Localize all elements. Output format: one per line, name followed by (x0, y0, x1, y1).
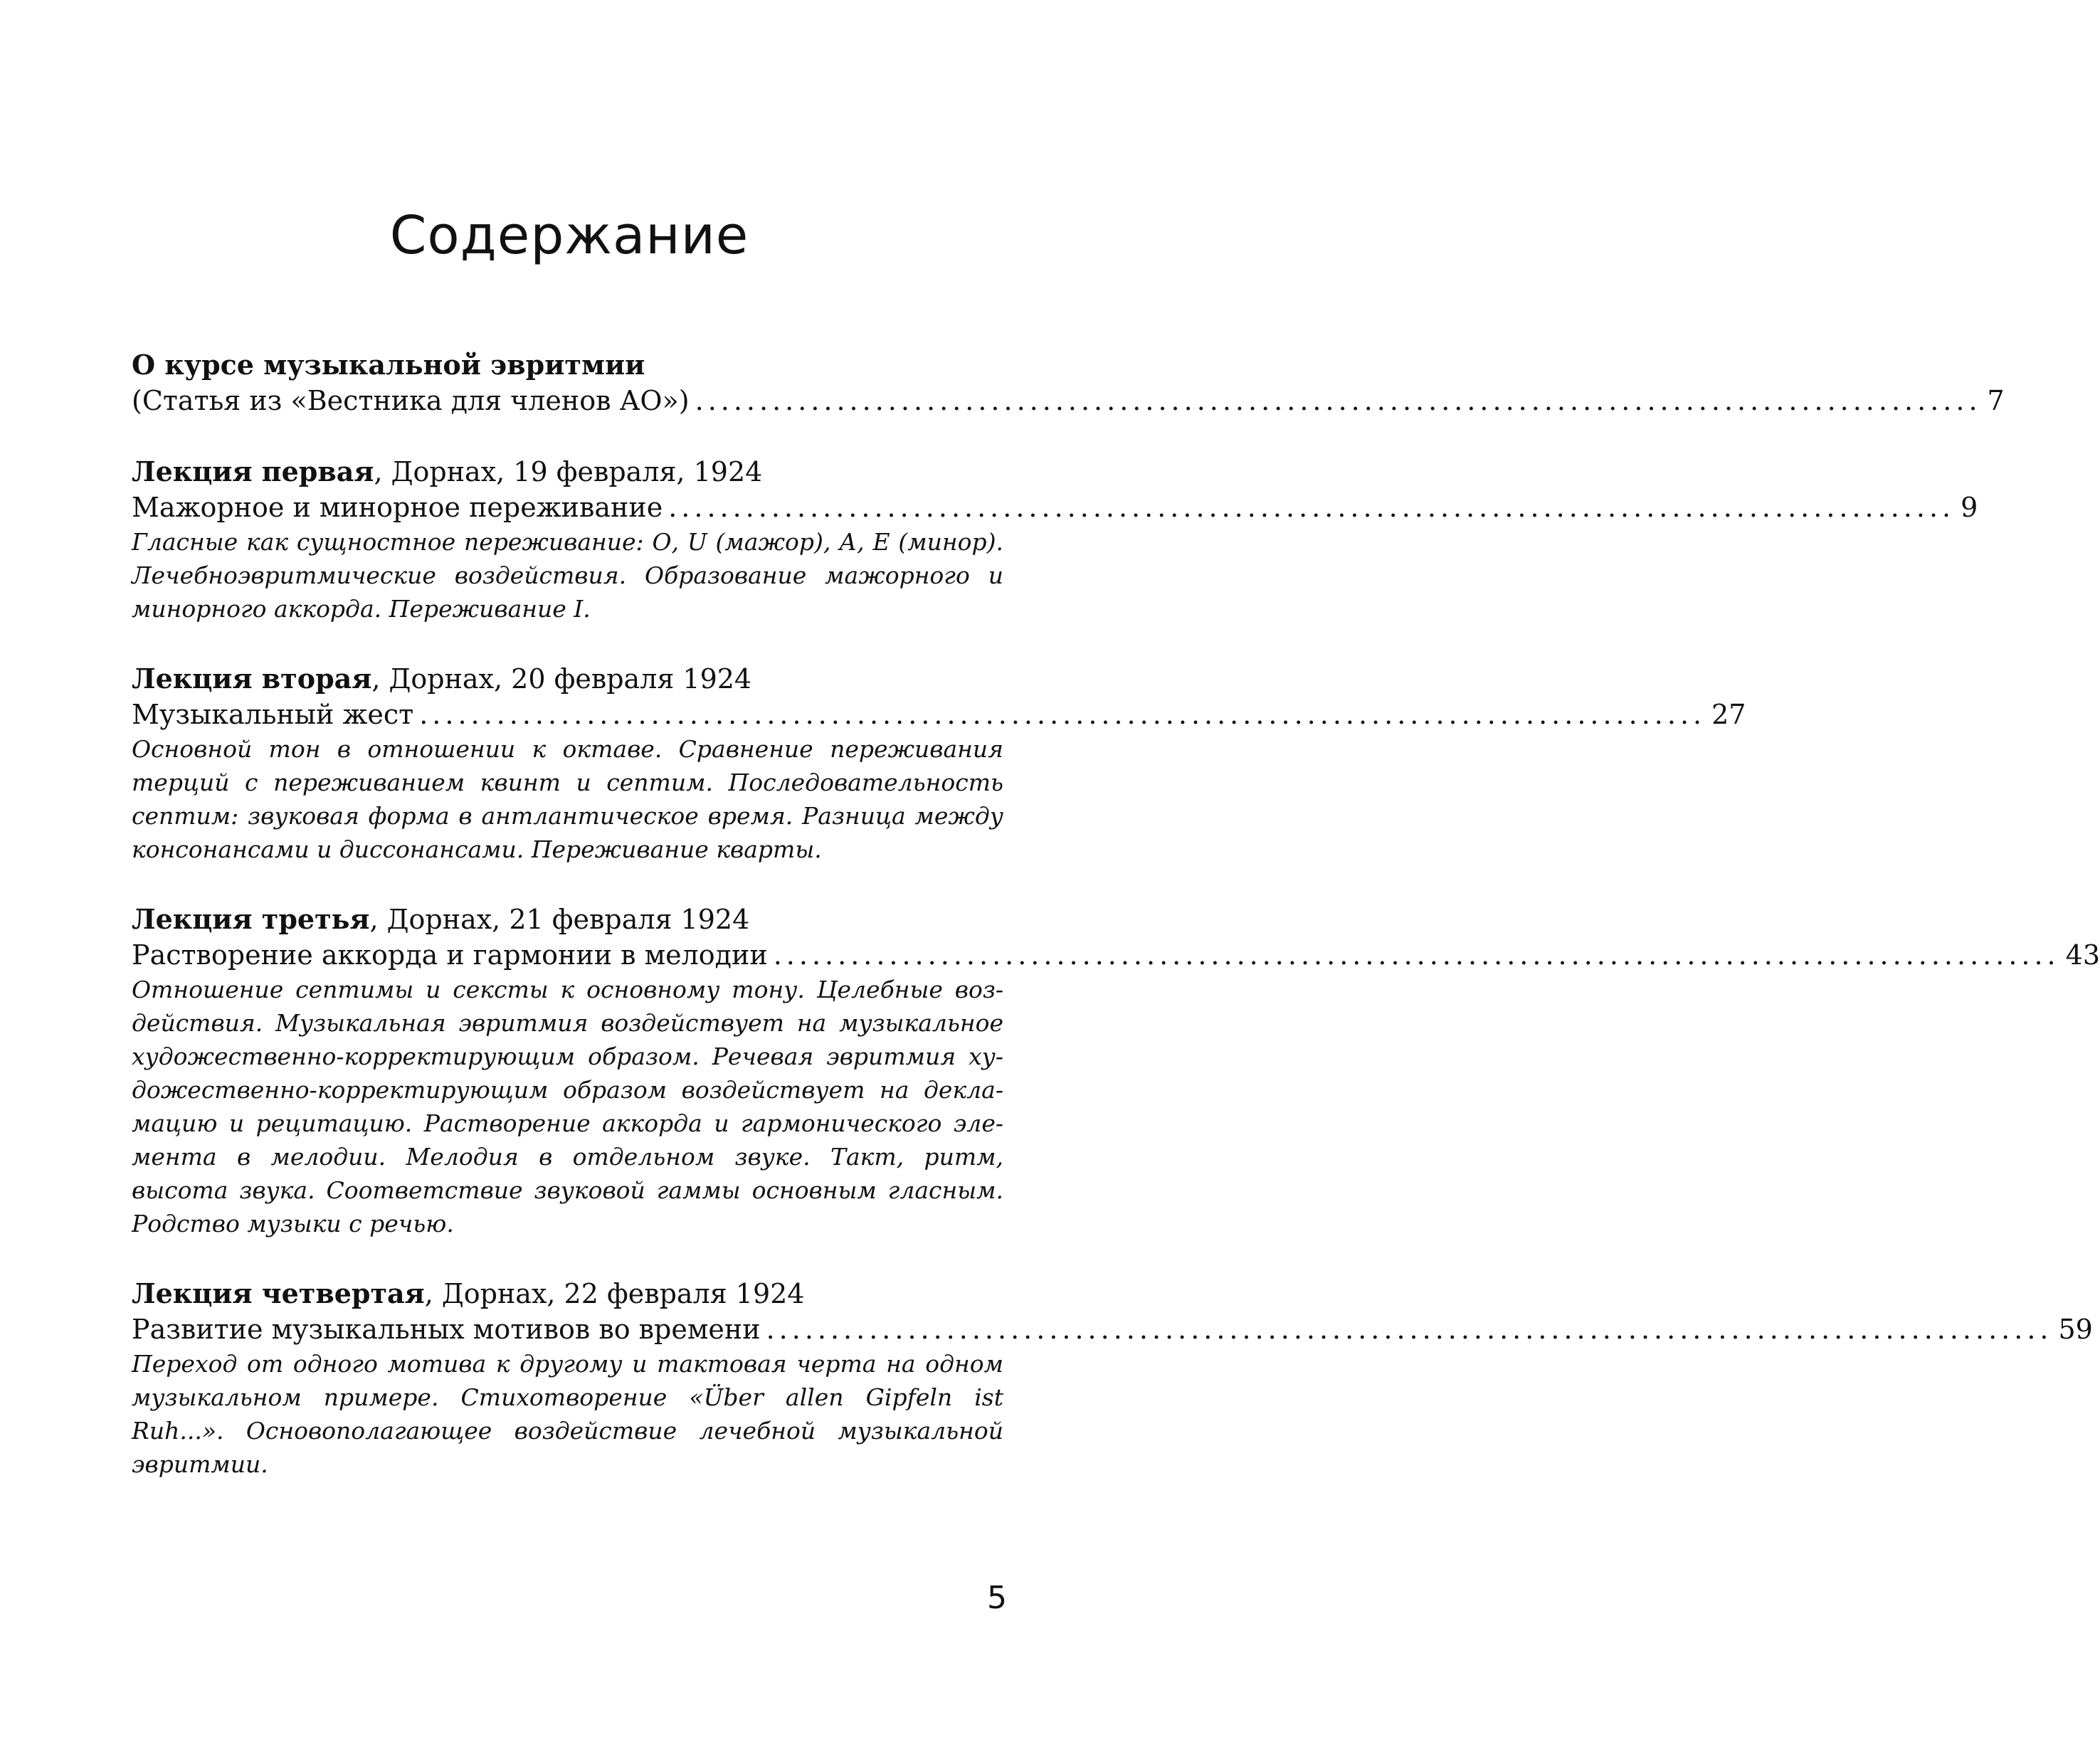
dot-leader: .................................................................................................... (773, 939, 2060, 971)
entry-subtitle-line (132, 1312, 2093, 1347)
entry-page-number: 59 (2058, 1314, 2093, 1345)
entry-subtitle-line (132, 383, 2005, 418)
toc-entry-lecture-2 (132, 661, 1746, 866)
entry-heading-rest: , Дорнах, 19 февраля, 1924 (374, 456, 763, 487)
entry-description: Основной тон в отношении к октаве. Сравнение переживания терций с переживанием квинт и септим. Последовательность септим: звуковая форма в антлантическое время. Разница между консонансами и диссонансами. Переживание кварты. (132, 735, 1003, 863)
entry-heading-rest: , Дорнах, 21 февраля 1924 (369, 904, 750, 935)
entry-heading (132, 454, 1003, 490)
entry-subtitle: Мажорное и минорное переживание (132, 492, 663, 523)
entry-heading (132, 1276, 1003, 1312)
entry-heading-bold: Лекция первая (132, 455, 374, 487)
toc-entry-lecture-1 (132, 454, 1978, 626)
entry-heading-rest: , Дорнах, 20 февраля 1924 (371, 663, 752, 695)
table-of-contents (132, 347, 2100, 1516)
toc-entry-lecture-3 (132, 902, 2100, 1240)
toc-entry-intro (132, 347, 2005, 418)
entry-page-number: 9 (1961, 492, 1978, 523)
entry-subtitle: (Статья из «Вестника для членов АО») (132, 385, 690, 416)
page-number: 5 (987, 1580, 1007, 1616)
toc-entry-lecture-4 (132, 1276, 2093, 1481)
entry-heading (132, 347, 1003, 383)
dot-leader: .................................................................................................... (668, 492, 1956, 523)
entry-heading-bold: Лекция четвертая (132, 1277, 425, 1309)
page-title: Содержание (389, 205, 749, 266)
entry-heading (132, 902, 1003, 937)
entry-subtitle-line (132, 697, 1746, 732)
entry-heading (132, 661, 1003, 697)
entry-page-number: 27 (1711, 699, 1746, 730)
entry-subtitle-line (132, 937, 2100, 973)
entry-description: Переход от одного мотива к другому и тактовая черта на одном музыкальном примере. Стихотворение «Über allen Gipfeln ist Ruh...». Основополагающее воздействие лечебной музыкальной эвритмии. (132, 1350, 1003, 1478)
entry-description: Гласные как сущностное переживание: О, U (мажор), А, Е (минор). Лечебноэвритмические воздействия. Образование мажорного и минорного аккорда. Переживание I. (132, 528, 1003, 623)
entry-subtitle-line (132, 490, 1978, 525)
entry-subtitle: Растворение аккорда и гармонии в мелодии (132, 939, 768, 971)
dot-leader: .................................................................................................... (695, 385, 1982, 416)
dot-leader: .................................................................................................... (419, 699, 1706, 730)
entry-page-number: 43 (2065, 939, 2100, 971)
entry-heading-rest: , Дорнах, 22 февраля 1924 (424, 1278, 805, 1309)
entry-subtitle: Музыкальный жест (132, 699, 414, 730)
dot-leader: .................................................................................................... (766, 1314, 2053, 1345)
entry-heading-bold: Лекция вторая (132, 663, 372, 695)
entry-description: Отношение септимы и сексты к основному тону. Целебные воздействия. Музыкальная эвритмия воздействует на музыкальное художественно-корректирующим образом. Речевая эвритмия художественно-корректирующим образом воздействует на декламацию и рецитацию. Растворение аккорда и гармонического элемента в мелодии. Мелодия в отдельном звуке. Такт, ритм, высота звука. Соответствие звуковой гаммы основным гласным. Родство музыки с речью. (132, 976, 1003, 1238)
entry-heading-bold: О курсе музыкальной эвритмии (132, 349, 645, 381)
entry-heading-bold: Лекция третья (132, 903, 370, 935)
entry-subtitle: Развитие музыкальных мотивов во времени (132, 1314, 761, 1345)
entry-page-number: 7 (1987, 385, 2005, 416)
